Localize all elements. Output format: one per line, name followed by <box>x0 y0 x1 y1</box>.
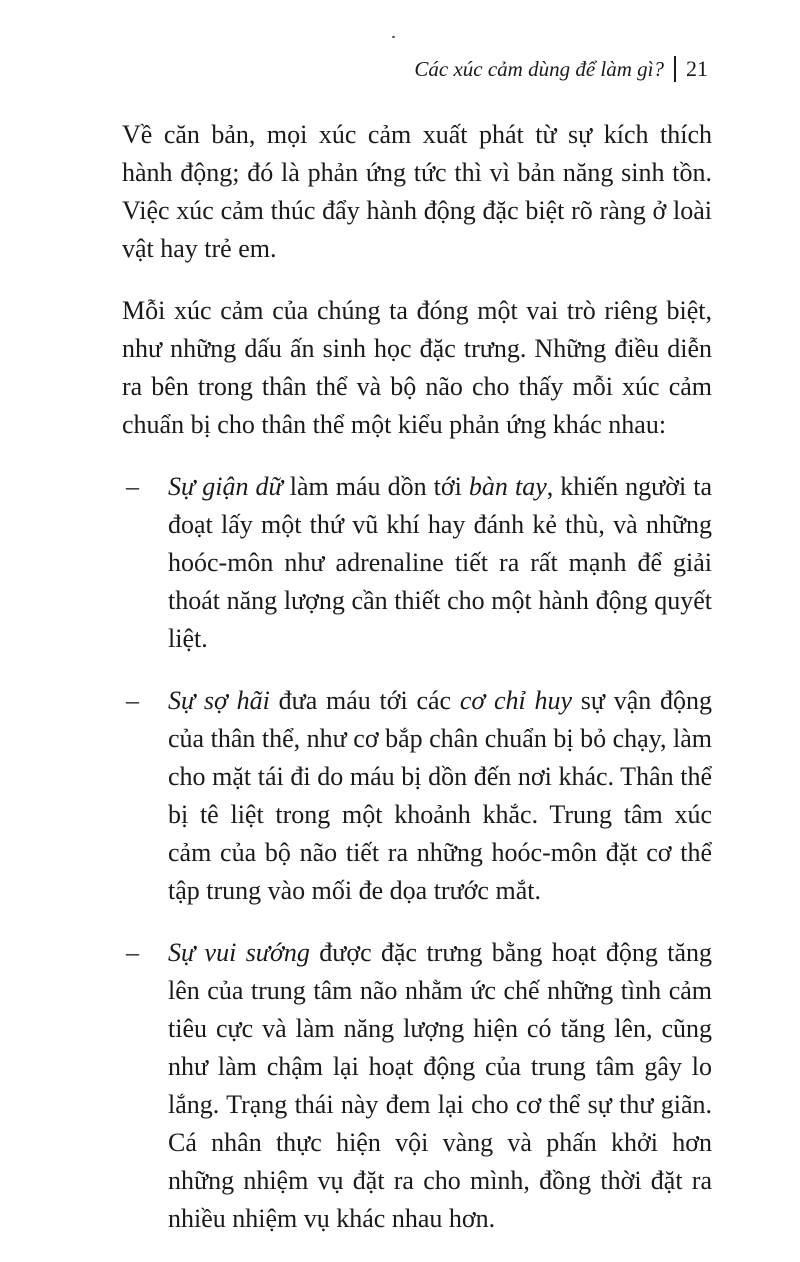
bullet-lead-term: Sự vui sướng <box>168 938 310 967</box>
bullet-text: làm máu dồn tới <box>282 472 469 501</box>
page-number: 21 <box>686 56 708 81</box>
bullet-list <box>122 468 712 1238</box>
paragraph-1: Về căn bản, mọi xúc cảm xuất phát từ sự kích thích hành động; đó là phản ứng tức thì vì bản năng sinh tồn. Việc xúc cảm thúc đẩy hành động đặc biệt rõ ràng ở loài vật hay trẻ em. <box>122 120 712 263</box>
bullet-text: đưa máu tới các <box>269 686 460 715</box>
running-head <box>414 56 708 82</box>
bullet-dash: – <box>126 472 139 501</box>
running-head-title: Các xúc cảm dùng để làm gì? <box>414 56 664 81</box>
print-speck <box>392 36 395 38</box>
bullet-anger <box>122 468 712 658</box>
bullet-joy <box>122 934 712 1238</box>
running-head-separator <box>674 56 676 82</box>
bullet-emphasis: cơ chỉ huy <box>459 686 573 715</box>
bullet-lead-term: Sự giận dữ <box>168 472 283 501</box>
paragraph-2: Mỗi xúc cảm của chúng ta đóng một vai trò riêng biệt, như những dấu ấn sinh học đặc trưng. Những điều diễn ra bên trong thân thể và bộ não cho thấy mỗi xúc cảm chuẩn bị cho thân thể một kiểu phản ứng khác nhau: <box>122 296 712 439</box>
bullet-text: được đặc trưng bằng hoạt động tăng lên của trung tâm não nhằm ức chế những tình cảm tiêu cực và làm năng lượng hiện có tăng lên, cũng như làm chậm lại hoạt động của trung tâm gây lo lắng. Trạng thái này đem lại cho cơ thể sự thư giãn. Cá nhân thực hiện vội vàng và phấn khởi hơn những nhiệm vụ đặt ra cho mình, đồng thời đặt ra nhiều nhiệm vụ khác nhau hơn. <box>168 938 712 1233</box>
body-text <box>122 116 712 1262</box>
bullet-emphasis: bàn tay <box>468 472 547 501</box>
bullet-text: , khiến người ta đoạt lấy một thứ vũ khí hay đánh kẻ thù, và những hoóc-môn như adrenaline tiết ra rất mạnh để giải thoát năng lượng cần thiết cho một hành động quyết liệt. <box>168 472 713 653</box>
bullet-fear <box>122 682 712 910</box>
bullet-dash: – <box>126 938 139 967</box>
bullet-text: sự vận động của thân thể, như cơ bắp chân chuẩn bị bỏ chạy, làm cho mặt tái đi do máu bị dồn đến nơi khác. Thân thể bị tê liệt trong một khoảnh khắc. Trung tâm xúc cảm của bộ não tiết ra những hoóc-môn đặt cơ thể tập trung vào mối đe dọa trước mắt. <box>168 686 712 905</box>
bullet-lead-term: Sự sợ hãi <box>168 686 270 715</box>
bullet-dash: – <box>126 686 139 715</box>
